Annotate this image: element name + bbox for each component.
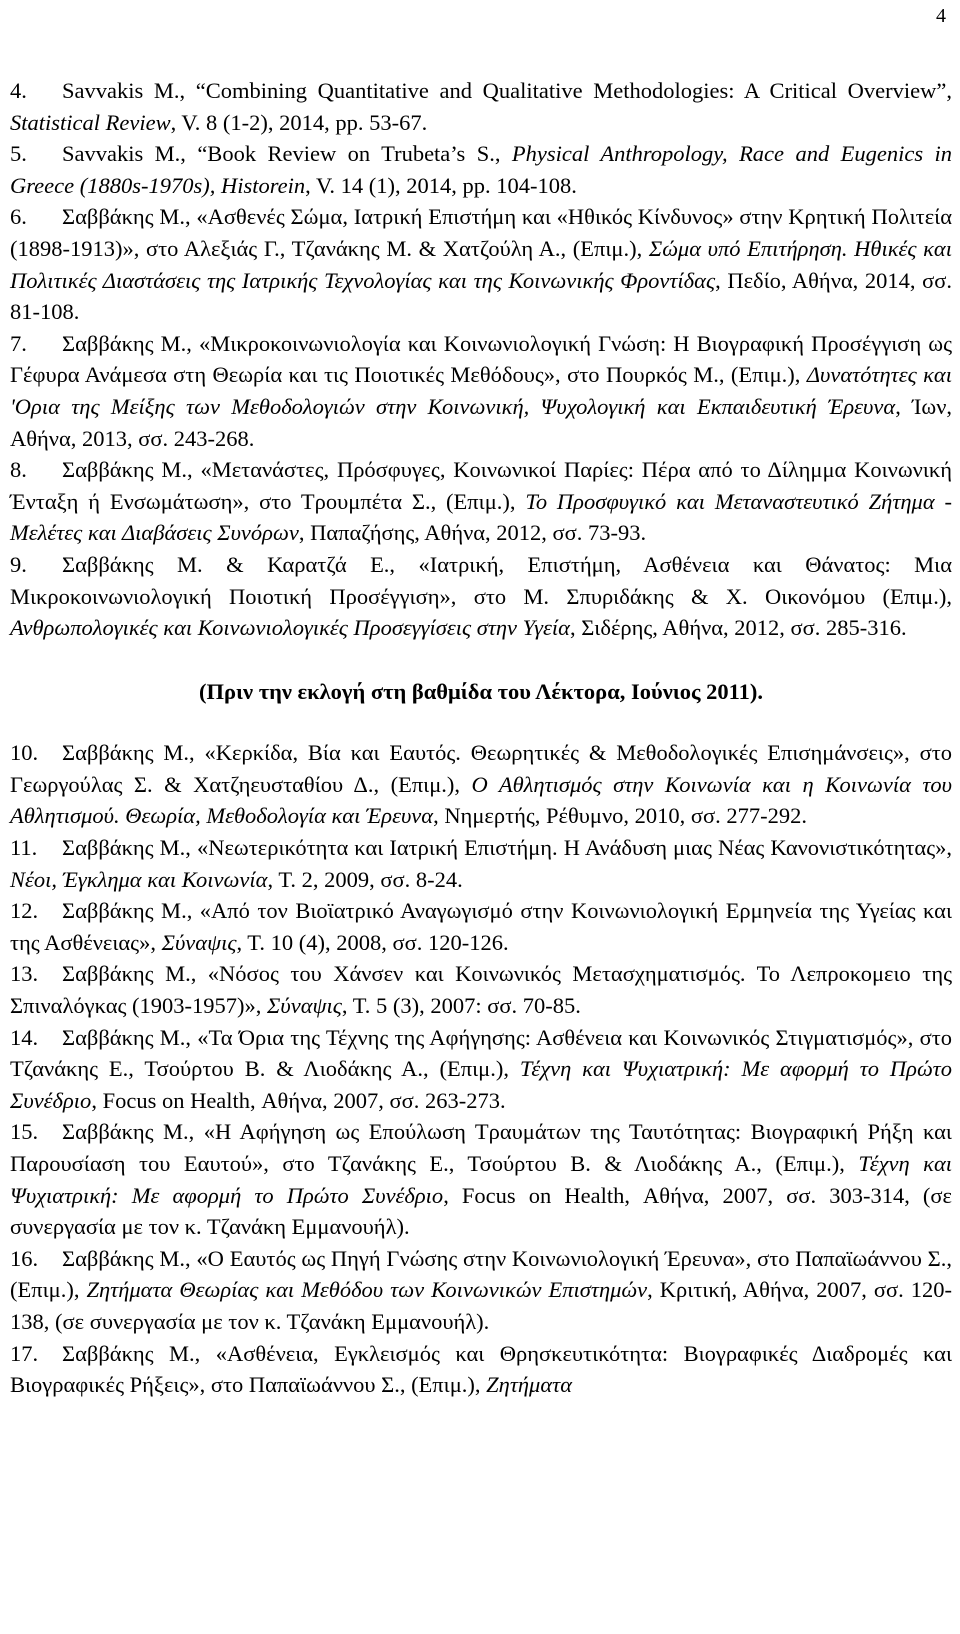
entry-text: Σαββάκης Μ., «Ασθενές Σώμα, Ιατρική Επιστήμη και «Ηθικός Κίνδυνος» στην Κρητική Πολιτεία (1898-1913)», στο Αλεξιάς Γ., Τζανάκης Μ. & Χατζούλη Α., (Επιμ.), bbox=[10, 204, 952, 261]
entry-number: 11. bbox=[10, 835, 38, 861]
publication-entry bbox=[10, 1116, 952, 1242]
entry-number: 15. bbox=[10, 1119, 39, 1145]
entry-text: Σαββάκης Μ., «Ασθένεια, Εγκλεισμός και Θρησκευτικότητα: Βιογραφικές Διαδρομές και Βιογραφικές Ρήξεις», στο Παπαϊωάννου Σ., (Επιμ.), bbox=[10, 1340, 952, 1398]
entry-text: , Τ. 10 (4), 2008, σσ. 120-126. bbox=[236, 929, 509, 955]
section-heading: (Πριν την εκλογή στη βαθμίδα του Λέκτορα, Ιούνιος 2011). bbox=[199, 678, 763, 704]
entry-text: Savvakis M., “Combining Quantitative and Qualitative Methodologies: A Critical Overview”, bbox=[62, 78, 952, 103]
publication-list-recent bbox=[10, 75, 952, 644]
entry-text: Σαββάκης Μ., «Κερκίδα, Βία και Εαυτός. Θεωρητικές & Μεθοδολογικές Επισημάνσεις», στο Γεωργούλας Σ. & Χατζηευσταθίου Δ., (Επιμ.), bbox=[10, 740, 952, 797]
entry-title-italic: Τέχνη και Ψυχιατρική: Με αφορμή το Πρώτο Συνέδριο bbox=[10, 1151, 953, 1208]
entry-number: 12. bbox=[10, 898, 39, 924]
entry-title-italic: Σώμα υπό Επιτήρηση. Ηθικές και Πολιτικές Διαστάσεις της Ιατρικής Τεχνολογίας και της Κοινωνικής Φροντίδας bbox=[10, 235, 952, 293]
entry-title-italic: Τέχνη και Ψυχιατρική: Με αφορμή το Πρώτο Συνέδριο bbox=[10, 1056, 952, 1113]
publication-entry bbox=[10, 328, 952, 454]
entry-text: , Focus on Health, Αθήνα, 2007, σσ. 263-273. bbox=[91, 1087, 506, 1113]
entry-title-italic: Ζητήματα Θεωρίας και Μεθόδου των Κοινωνικών Επιστημών bbox=[86, 1277, 648, 1303]
entry-text: Σαββάκης Μ., «Νόσος του Χάνσεν και Κοινωνικός Μετασχηματισμός. Το Λεπροκομειο της Σπιναλόγκας (1903-1957)», bbox=[10, 961, 952, 1019]
entry-title-italic: Σύναψις bbox=[267, 993, 342, 1019]
entry-text: Σαββάκης Μ., «Από τον Βιοϊατρικό Αναγωγισμό στην Κοινωνιολογική Ερμηνεία της Υγείας και της Ασθένειας», bbox=[10, 898, 952, 955]
entry-title-italic: Ανθρωπολογικές και Κοινωνιολογικές Προσεγγίσεις στην Υγεία bbox=[10, 615, 570, 641]
publication-entry bbox=[10, 1338, 952, 1401]
entry-number: 8. bbox=[10, 457, 27, 483]
entry-number: 17. bbox=[10, 1340, 39, 1366]
entry-title-italic: Νέοι, Έγκλημα και Κοινωνία bbox=[10, 866, 268, 892]
publication-entry bbox=[10, 138, 952, 201]
entry-number: 9. bbox=[10, 551, 27, 577]
entry-title-italic: Physical Anthropology, Race and Eugenics in Greece (1880s-1970s), Historein bbox=[10, 141, 952, 198]
publication-entry bbox=[10, 1022, 952, 1117]
entry-number: 13. bbox=[10, 961, 39, 987]
entry-text: , Τ. 2, 2009, σσ. 8-24. bbox=[267, 866, 463, 892]
document-body bbox=[10, 75, 952, 1401]
publication-entry bbox=[10, 549, 952, 644]
entry-text: , Πεδίο, Αθήνα, 2014, σσ. 81-108. bbox=[10, 267, 953, 325]
entry-number: 5. bbox=[10, 141, 27, 167]
entry-text: , Σιδέρης, Αθήνα, 2012, σσ. 285-316. bbox=[569, 615, 907, 641]
publication-entry bbox=[10, 958, 952, 1021]
entry-text: , Παπαζήσης, Αθήνα, 2012, σσ. 73-93. bbox=[298, 520, 647, 546]
publication-entry bbox=[10, 832, 952, 895]
publication-entry bbox=[10, 454, 952, 549]
publication-entry bbox=[10, 201, 952, 327]
publication-list-earlier bbox=[10, 737, 952, 1400]
entry-number: 16. bbox=[10, 1245, 39, 1271]
entry-text: Σαββάκης Μ., «Μικροκοινωνιολογία και Κοινωνιολογική Γνώση: Η Βιογραφική Προσέγγιση ως Γέφυρα Ανάμεσα στη Θεωρία και τις Ποιοτικές Μεθόδους», στο Πουρκός Μ., (Επιμ.), bbox=[10, 330, 952, 388]
entry-title-italic: Σύναψις bbox=[161, 929, 237, 955]
entry-number: 14. bbox=[10, 1024, 39, 1050]
entry-text: Σαββάκης Μ. & Καρατζά Ε., «Ιατρική, Επιστήμη, Ασθένεια και Θάνατος: Μια Μικροκοινωνιολογική Ποιοτική Προσέγγιση», στο Μ. Σπυριδάκης & Χ. Οικονόμου (Επιμ.), bbox=[10, 551, 952, 609]
entry-text: Σαββάκης Μ., «Η Αφήγηση ως Επούλωση Τραυμάτων της Ταυτότητας: Βιογραφική Ρήξη και Παρουσίαση του Εαυτού», στο Τζανάκης Ε., Τσούρτου Β. & Λιοδάκης Α., (Επιμ.), bbox=[10, 1119, 952, 1176]
entry-text: Savvakis M., “Book Review on Trubeta’s S., bbox=[62, 141, 512, 167]
entry-text: , Focus on Health, Αθήνα, 2007, σσ. 303-314, (σε συνεργασία με τον κ. Τζανάκη Εμμανουήλ). bbox=[10, 1182, 953, 1240]
entry-number: 6. bbox=[10, 204, 27, 230]
entry-text: , V. 14 (1), 2014, pp. 104-108. bbox=[305, 172, 577, 198]
entry-text: , Ίων, Αθήνα, 2013, σσ. 243-268. bbox=[10, 393, 953, 451]
entry-text: , Τ. 5 (3), 2007: σσ. 70-85. bbox=[341, 993, 581, 1019]
publication-entry bbox=[10, 895, 952, 958]
entry-text: , V. 8 (1-2), 2014, pp. 53-67. bbox=[170, 109, 428, 135]
page-number: 4 bbox=[936, 5, 946, 27]
publication-entry bbox=[10, 75, 952, 138]
entry-number: 4. bbox=[10, 78, 27, 103]
entry-text: , Κριτική, Αθήνα, 2007, σσ. 120-138, (σε συνεργασία με τον κ. Τζανάκη Εμμανουήλ). bbox=[10, 1277, 952, 1334]
entry-title-italic: Ζητήματα bbox=[486, 1372, 573, 1398]
entry-title-italic: Δυνατότητες και 'Ορια της Μείξης των Μεθοδολογιών στην Κοινωνική, Ψυχολογική και Εκπαιδευτική Έρευνα bbox=[10, 362, 952, 419]
entry-number: 10. bbox=[10, 740, 39, 766]
entry-title-italic: Ο Αθλητισμός στην Κοινωνία και η Κοινωνία του Αθλητισμού. Θεωρία, Μεθοδολογία και Έρευνα bbox=[10, 771, 952, 829]
entry-text: Σαββάκης Μ., «Νεωτερικότητα και Ιατρική Επιστήμη. Η Ανάδυση μιας Νέας Κανονιστικότητας», bbox=[62, 835, 952, 861]
entry-text: , Νημερτής, Ρέθυμνο, 2010, σσ. 277-292. bbox=[433, 803, 808, 829]
publication-entry bbox=[10, 1243, 952, 1338]
entry-number: 7. bbox=[10, 330, 27, 356]
entry-text: Σαββάκης Μ., «Μετανάστες, Πρόσφυγες, Κοινωνικοί Παρίες: Πέρα από το Δίλημμα Κοινωνική Ένταξη ή Ενσωμάτωση», στο Τρουμπέτα Σ., (Επιμ.), bbox=[10, 457, 952, 514]
entry-title-italic: Το Προσφυγικό και Μεταναστευτικό Ζήτημα - Μελέτες και Διαβάσεις Συνόρων bbox=[10, 488, 952, 546]
entry-text: Σαββάκης Μ., «Ο Εαυτός ως Πηγή Γνώσης στην Κοινωνιολογική Έρευνα», στο Παπαϊωάννου Σ., (Επιμ.), bbox=[10, 1245, 952, 1303]
entry-title-italic: Statistical Review bbox=[10, 109, 171, 135]
entry-text: Σαββάκης Μ., «Τα Όρια της Τέχνης της Αφήγησης: Ασθένεια και Κοινωνικός Στιγματισμός», στο Τζανάκης Ε., Τσούρτου Β. & Λιοδάκης Α., (Επιμ.), bbox=[10, 1024, 952, 1082]
publication-entry bbox=[10, 737, 952, 832]
